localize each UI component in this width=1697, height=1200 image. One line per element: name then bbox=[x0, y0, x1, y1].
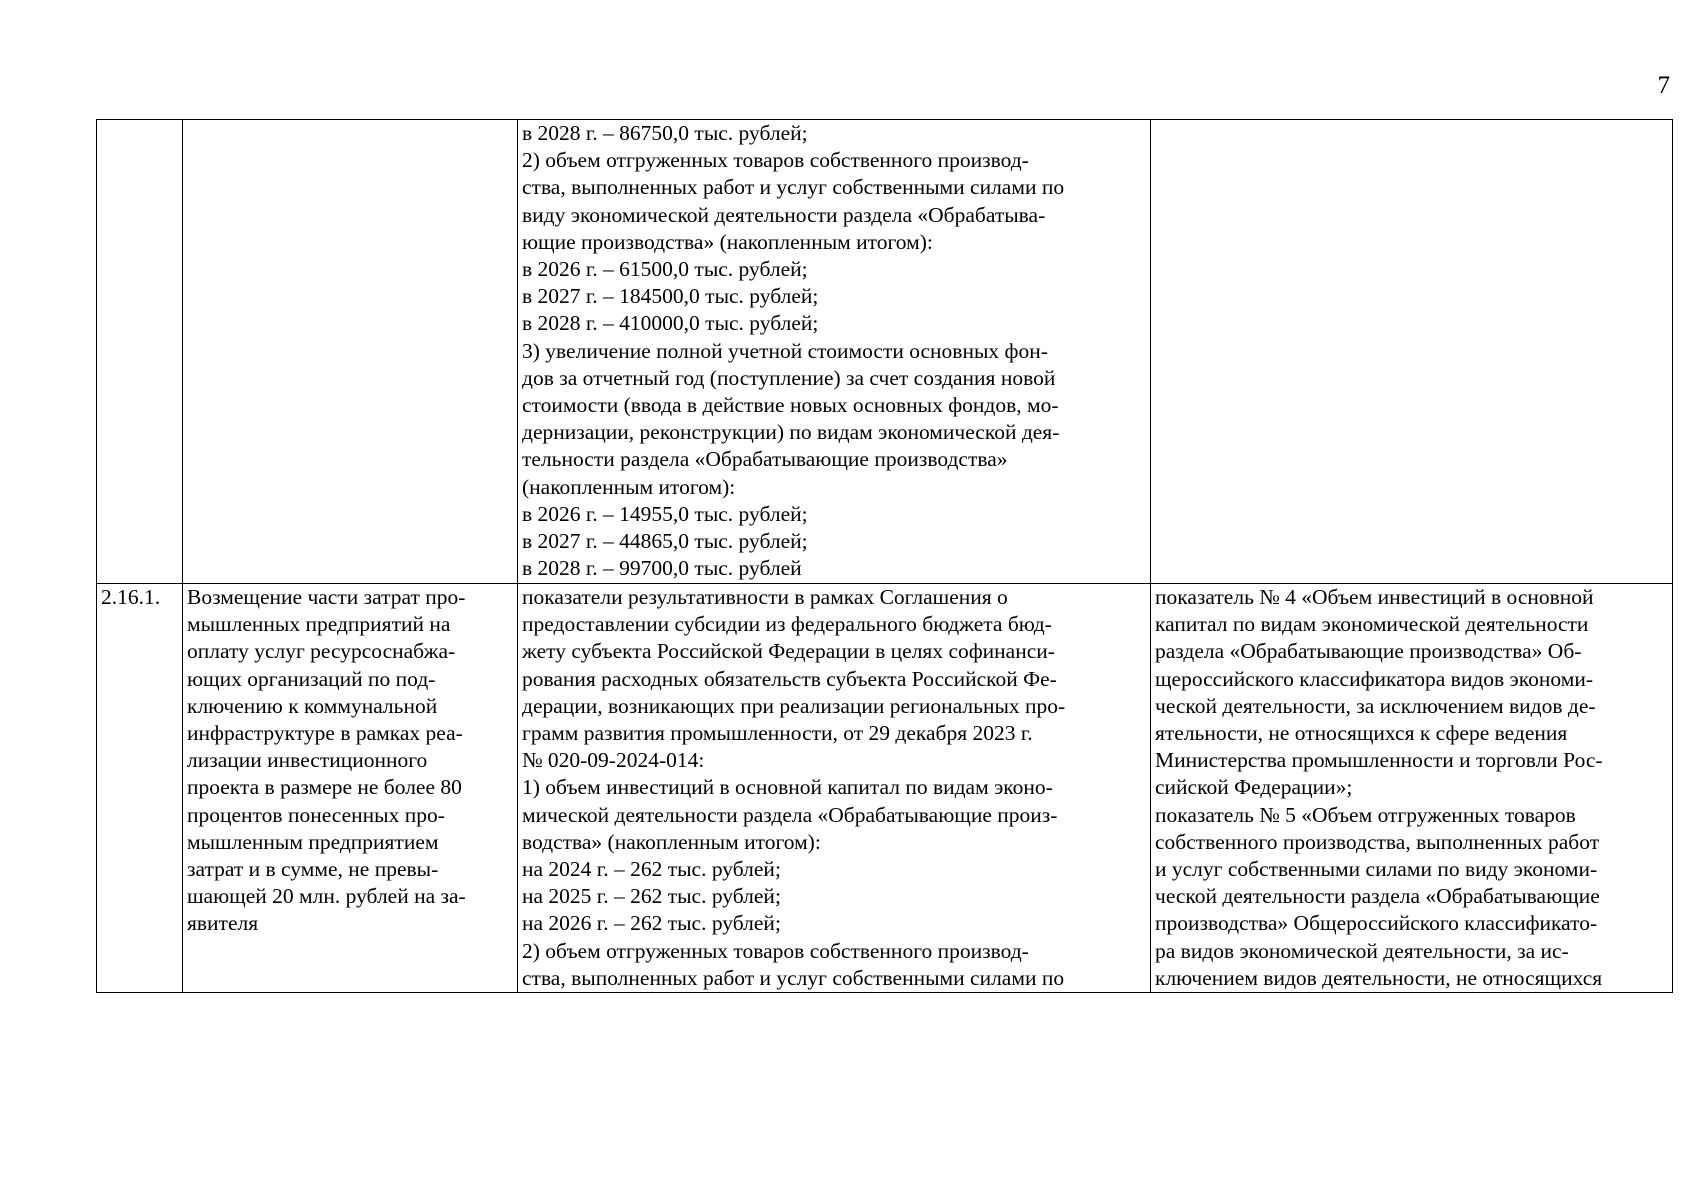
text-line: в 2028 г. – 410000,0 тыс. рублей; bbox=[522, 311, 819, 336]
text-line: капитал по видам экономической деятельности bbox=[1155, 612, 1589, 637]
text-line: в 2027 г. – 184500,0 тыс. рублей; bbox=[522, 284, 819, 309]
text-line: раздела «Обрабатывающие производства» Об- bbox=[1155, 639, 1582, 664]
text-line: ключению к коммунальной bbox=[187, 693, 438, 718]
text-line: Министерства промышленности и торговли Рос- bbox=[1155, 748, 1603, 773]
text-line: проекта в размере не более 80 bbox=[187, 775, 462, 800]
indicators-cell bbox=[518, 584, 1151, 993]
text-line: мышленным предприятием bbox=[187, 829, 439, 854]
text-line: оплату услуг ресурсоснабжа- bbox=[187, 639, 456, 664]
text-line: дернизации, реконструкции) по видам экономической дея- bbox=[522, 420, 1060, 445]
text-line: щероссийского классификатора видов экономи- bbox=[1155, 666, 1593, 691]
indicators-cell bbox=[518, 120, 1151, 584]
text-line: в 2028 г. – 86750,0 тыс. рублей; bbox=[522, 121, 808, 145]
text-line: рования расходных обязательств субъекта Российской Фе- bbox=[522, 666, 1057, 691]
text-line: (накопленным итогом): bbox=[522, 474, 736, 499]
text-line: Возмещение части затрат про- bbox=[187, 585, 466, 609]
text-line: дерации, возникающих при реализации региональных про- bbox=[522, 693, 1066, 718]
text-line: шающей 20 млн. рублей на за- bbox=[187, 884, 466, 909]
text-line: процентов понесенных про- bbox=[187, 802, 445, 827]
text-line: ятельности, не относящихся к сфере ведения bbox=[1155, 721, 1568, 746]
text-line: показатель № 5 «Объем отгруженных товаров bbox=[1155, 802, 1576, 827]
text-line: в 2028 г. – 99700,0 тыс. рублей bbox=[522, 556, 802, 581]
text-line: 1) объем инвестиций в основной капитал по видам эконо- bbox=[522, 775, 1053, 800]
text-line: жету субъекта Российской Федерации в целях софинанси- bbox=[522, 639, 1055, 664]
text-line: ра видов экономической деятельности, за ис- bbox=[1155, 938, 1569, 963]
text-line: виду экономической деятельности раздела «Обрабатыва- bbox=[522, 202, 1046, 227]
text-line: в 2027 г. – 44865,0 тыс. рублей; bbox=[522, 529, 808, 554]
text-line: сийской Федерации»; bbox=[1155, 775, 1353, 800]
text-line: ства, выполненных работ и услуг собственными силами по bbox=[522, 965, 1065, 990]
text-line: и услуг собственными силами по виду экономи- bbox=[1155, 857, 1598, 882]
measures-table bbox=[96, 119, 1673, 993]
text-line: инфраструктуре в рамках реа- bbox=[187, 721, 463, 746]
text-line: показатели результативности в рамках Соглашения о bbox=[522, 585, 1008, 609]
text-line: ющих организаций по под- bbox=[187, 666, 436, 691]
text-line: мышленных предприятий на bbox=[187, 612, 451, 637]
text-line: ческой деятельности раздела «Обрабатывающие bbox=[1155, 884, 1600, 909]
row-number-cell bbox=[97, 120, 183, 584]
text-line: на 2025 г. – 262 тыс. рублей; bbox=[522, 884, 781, 909]
text-line: водства» (накопленным итогом): bbox=[522, 829, 821, 854]
text-line: на 2026 г. – 262 тыс. рублей; bbox=[522, 911, 781, 936]
text-line: ющие производства» (накопленным итогом): bbox=[522, 229, 933, 254]
text-line: № 020-09-2024-014: bbox=[522, 748, 705, 773]
text-line: в 2026 г. – 14955,0 тыс. рублей; bbox=[522, 501, 808, 526]
text-line: 3) увеличение полной учетной стоимости основных фон- bbox=[522, 338, 1048, 363]
text-line: собственного производства, выполненных работ bbox=[1155, 829, 1600, 854]
text-line: тельности раздела «Обрабатывающие производства» bbox=[522, 447, 1008, 472]
text-line: в 2026 г. – 61500,0 тыс. рублей; bbox=[522, 257, 808, 282]
text-line: ключением видов деятельности, не относящихся bbox=[1155, 965, 1603, 990]
text-line: ства, выполненных работ и услуг собственными силами по bbox=[522, 175, 1065, 200]
row-number-cell: 2.16.1. bbox=[97, 584, 183, 993]
text-line: лизации инвестиционного bbox=[187, 748, 428, 773]
text-line: показатель № 4 «Объем инвестиций в основной bbox=[1155, 585, 1594, 609]
text-line: ческой деятельности, за исключением видов де- bbox=[1155, 693, 1596, 718]
text-line: грамм развития промышленности, от 29 декабря 2023 г. bbox=[522, 721, 1033, 746]
page-number: 7 bbox=[1657, 72, 1670, 99]
targets-cell bbox=[1151, 584, 1673, 993]
text-line: предоставлении субсидии из федерального бюджета бюд- bbox=[522, 612, 1052, 637]
text-line: стоимости (ввода в действие новых основных фондов, мо- bbox=[522, 393, 1059, 418]
table-row bbox=[97, 584, 1673, 993]
text-line: производства» Общероссийского классификато- bbox=[1155, 911, 1598, 936]
text-line: на 2024 г. – 262 тыс. рублей; bbox=[522, 857, 781, 882]
measure-name-cell bbox=[183, 120, 518, 584]
measure-name-cell bbox=[183, 584, 518, 993]
text-line: явителя bbox=[187, 911, 259, 936]
text-line: 2) объем отгруженных товаров собственного производ- bbox=[522, 148, 1029, 173]
targets-cell bbox=[1151, 120, 1673, 584]
text-line: мической деятельности раздела «Обрабатывающие произ- bbox=[522, 802, 1058, 827]
text-line: затрат и в сумме, не превы- bbox=[187, 857, 439, 882]
table-row bbox=[97, 120, 1673, 584]
text-line: дов за отчетный год (поступление) за счет создания новой bbox=[522, 365, 1056, 390]
text-line: 2) объем отгруженных товаров собственного производ- bbox=[522, 938, 1029, 963]
